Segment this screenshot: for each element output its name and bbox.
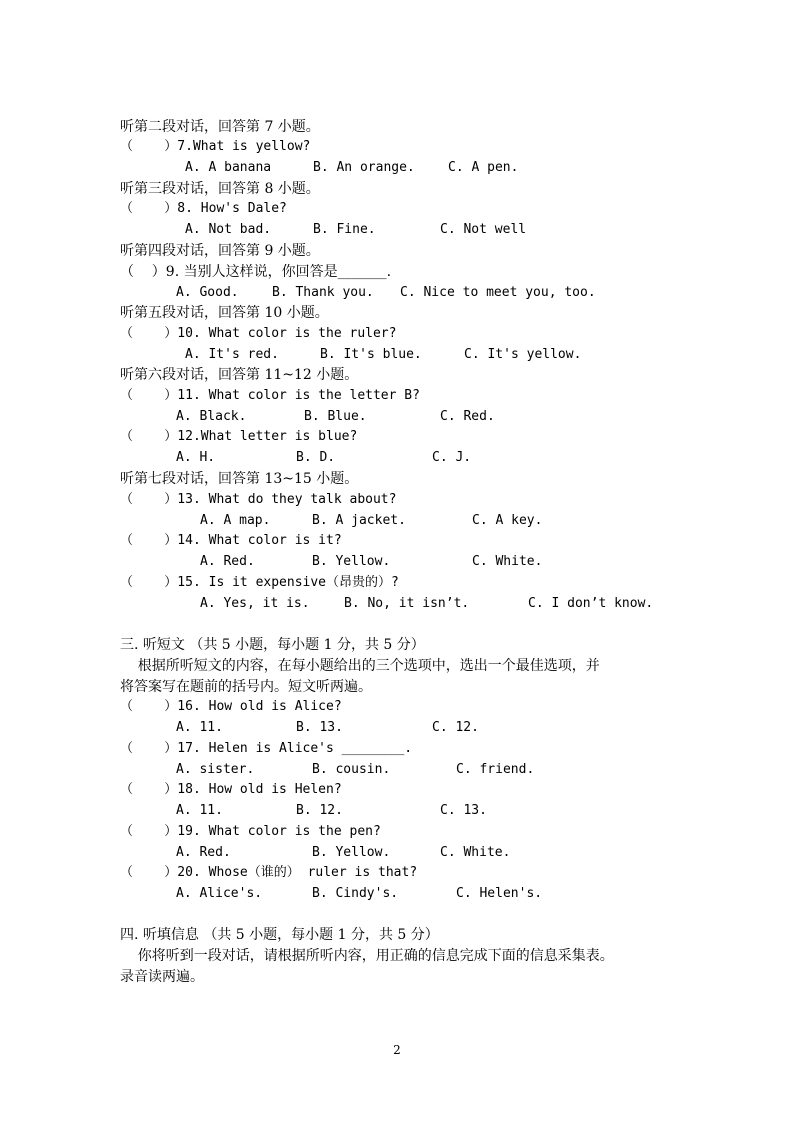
q16-option-c: C. 12. — [432, 720, 479, 735]
q13-option-a: A. A map. — [200, 513, 271, 528]
q14-option-c: C. White. — [472, 554, 543, 569]
question-15: （ ）15. Is it expensive（昂贵的）? — [120, 575, 399, 590]
q11-option-b: B. Blue. — [304, 409, 367, 424]
q20-option-a: A. Alice's. — [176, 886, 263, 901]
q11-option-c: C. Red. — [440, 409, 495, 424]
q12-option-c: C. J. — [432, 450, 472, 465]
q15-option-b: B. No, it isn’t. — [344, 596, 470, 611]
q10-option-c: C. It's yellow. — [464, 347, 582, 362]
page-number: 2 — [393, 1043, 401, 1057]
section-3-instruction-line-1: 根据所听短文的内容，在每小题给出的三个选项中，选出一个最佳选项，并 — [120, 658, 600, 674]
q15-option-c: C. I don’t know. — [528, 596, 654, 611]
q14-option-b: B. Yellow. — [312, 554, 391, 569]
q13-option-b: B. A jacket. — [312, 513, 406, 528]
section-3-title: 三. 听短文 （共 5 小题，每小题 1 分，共 5 分） — [120, 637, 425, 653]
q9-option-c: C. Nice to meet you, too. — [400, 285, 596, 300]
q15-option-a: A. Yes, it is. — [200, 596, 310, 611]
question-20: （ ）20. Whose（谁的） ruler is that? — [120, 865, 418, 880]
q17-option-a: A. sister. — [176, 762, 255, 777]
q7-option-c: C. A pen. — [448, 160, 519, 175]
q7-option-b: B. An orange. — [313, 160, 415, 175]
q18-option-a: A. 11. — [176, 803, 223, 818]
question-10: （ ）10. What color is the ruler? — [120, 326, 397, 341]
question-12: （ ）12.What letter is blue? — [120, 429, 358, 444]
q10-option-a: A. It's red. — [185, 347, 279, 362]
question-11: （ ）11. What color is the letter B? — [120, 388, 420, 403]
q8-option-c: C. Not well — [440, 222, 527, 237]
q19-option-b: B. Yellow. — [312, 845, 391, 860]
q12-option-b: B. D. — [296, 450, 336, 465]
section-heading-dialog-3: 听第三段对话，回答第 8 小题。 — [120, 181, 320, 197]
q17-option-c: C. friend. — [456, 762, 535, 777]
q19-option-a: A. Red. — [176, 845, 231, 860]
question-17: （ ）17. Helen is Alice's ________. — [120, 741, 413, 756]
q18-option-b: B. 12. — [296, 803, 343, 818]
q10-option-b: B. It's blue. — [320, 347, 422, 362]
question-7: （ ）7.What is yellow? — [120, 139, 311, 154]
question-8: （ ）8. How's Dale? — [120, 201, 287, 216]
section-heading-dialog-4: 听第四段对话，回答第 9 小题。 — [120, 243, 320, 259]
section-4-title: 四. 听填信息 （共 5 小题，每小题 1 分，共 5 分） — [120, 927, 439, 943]
question-18: （ ）18. How old is Helen? — [120, 782, 342, 797]
q16-option-a: A. 11. — [176, 720, 223, 735]
q20-option-b: B. Cindy's. — [312, 886, 399, 901]
q12-option-a: A. H. — [176, 450, 216, 465]
section-heading-dialog-2: 听第二段对话，回答第 7 小题。 — [120, 119, 320, 135]
question-13: （ ）13. What do they talk about? — [120, 492, 397, 507]
q11-option-a: A. Black. — [176, 409, 247, 424]
q19-option-c: C. White. — [440, 845, 511, 860]
q20-option-c: C. Helen's. — [456, 886, 543, 901]
section-heading-dialog-6: 听第六段对话，回答第 11~12 小题。 — [120, 367, 359, 383]
q8-option-b: B. Fine. — [313, 222, 376, 237]
q13-option-c: C. A key. — [472, 513, 543, 528]
q9-option-b: B. Thank you. — [272, 285, 374, 300]
section-4-instruction-line-1: 你将听到一段对话，请根据所听内容，用正确的信息完成下面的信息采集表。 — [120, 948, 614, 964]
q7-option-a: A. A banana — [185, 160, 272, 175]
section-heading-dialog-7: 听第七段对话，回答第 13~15 小题。 — [120, 471, 359, 487]
section-heading-dialog-5: 听第五段对话，回答第 10 小题。 — [120, 305, 329, 321]
section-3-instruction-line-2: 将答案写在题前的括号内。短文听两遍。 — [120, 679, 372, 695]
q18-option-c: C. 13. — [440, 803, 487, 818]
question-14: （ ）14. What color is it? — [120, 533, 342, 548]
q9-option-a: A. Good. — [176, 285, 239, 300]
question-16: （ ）16. How old is Alice? — [120, 699, 342, 714]
question-9: （ ）9. 当别人这样说，你回答是_______. — [120, 264, 392, 280]
q17-option-b: B. cousin. — [312, 762, 391, 777]
q14-option-a: A. Red. — [200, 554, 255, 569]
q16-option-b: B. 13. — [296, 720, 343, 735]
section-4-instruction-line-2: 录音读两遍。 — [120, 969, 204, 985]
q8-option-a: A. Not bad. — [185, 222, 272, 237]
question-19: （ ）19. What color is the pen? — [120, 824, 381, 839]
